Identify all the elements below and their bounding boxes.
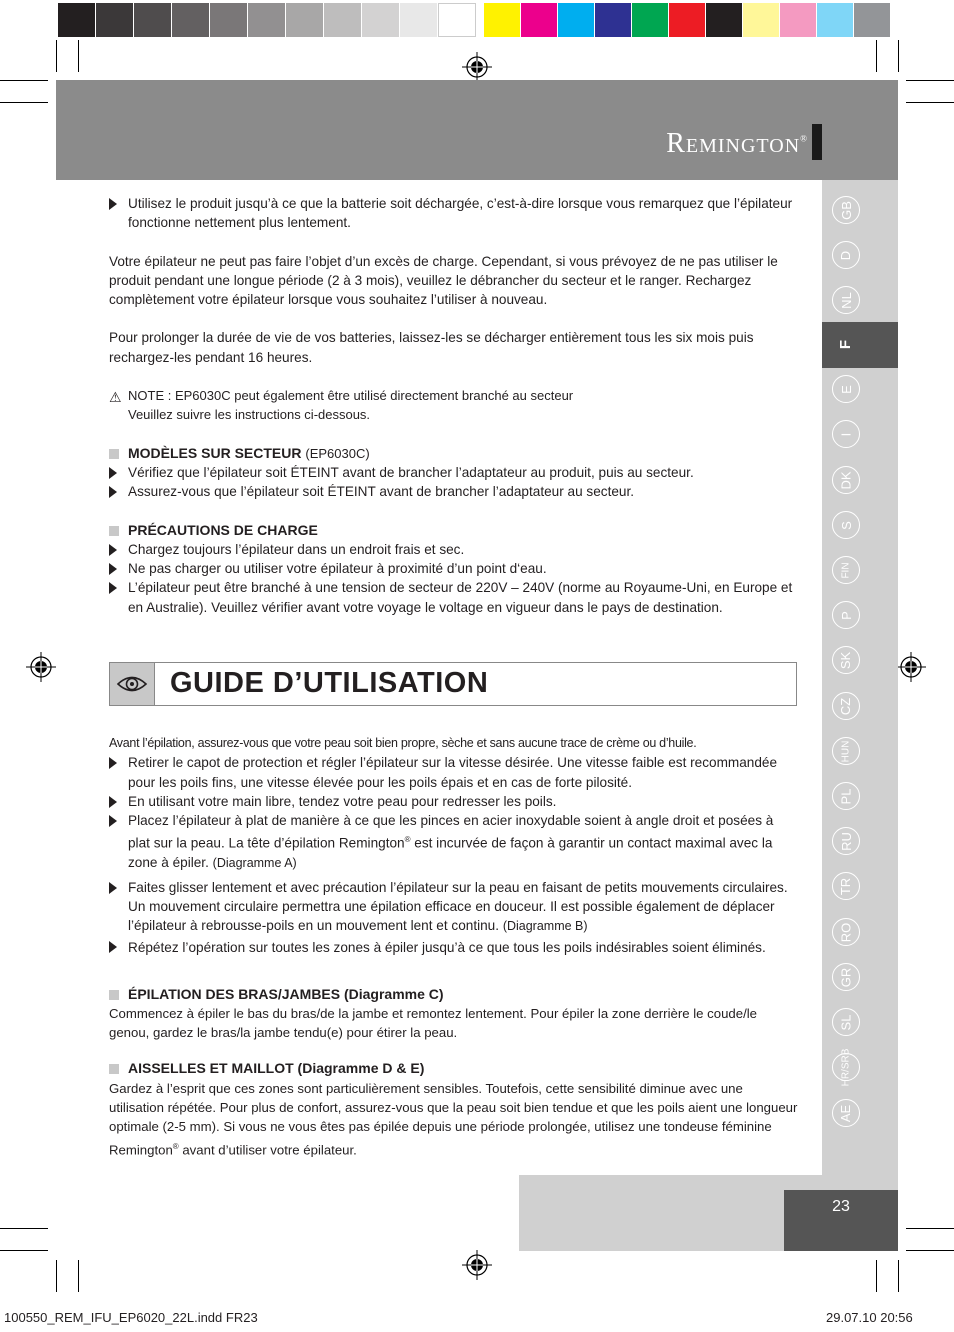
bullet-arrow-icon: [109, 563, 117, 575]
tab-ru[interactable]: RU: [832, 827, 860, 855]
crop-mark: [906, 1250, 954, 1251]
date-slug: 29.07.10 20:56: [826, 1310, 913, 1325]
crop-mark: [56, 40, 57, 72]
tab-dk[interactable]: DK: [832, 466, 860, 494]
tab-d[interactable]: D: [832, 241, 860, 269]
tab-p[interactable]: P: [832, 601, 860, 629]
crop-mark: [56, 1260, 57, 1292]
bullet-arrow-icon: [109, 815, 117, 827]
page-header: [56, 80, 898, 180]
paragraph: Commencez à épiler le bas du bras/de la jambe et remontez lentement. Pour épiler la zone derrière le coude/le genou, gardez le bras/la jambe tendu(e) pour étirer la peau.: [109, 1005, 758, 1041]
crop-mark: [898, 1260, 899, 1292]
paragraph: Gardez à l’esprit que ces zones sont particulièrement sensibles. Toutefois, cette sensibilité diminue avec une utilisation répétée. Pour plus de confort, assurez-vous que la peau soit bien tendue et que les poils aient une longueur optimale (2-5 mm). Si vous ne vous êtes pas épilée depuis une période prolongée, utilisez une tondeuse féminine Remington® avant d’utiliser votre épilateur.: [109, 1080, 798, 1157]
paragraph: Votre épilateur ne peut pas faire l’objet d’un excès de charge. Cependant, si vous prévoyez de ne pas utiliser le produit pendant une longue période (2 à 3 mois), veuillez le débrancher du secteur et le ranger. Rechargez complètement votre épilateur lorsque vous souhaitez l’utiliser à nouveau.: [109, 253, 778, 308]
tab-tr[interactable]: TR: [832, 872, 860, 900]
tab-pl[interactable]: PL: [832, 782, 860, 810]
logo-bar: [812, 124, 822, 160]
tab-gr[interactable]: GR: [832, 963, 860, 991]
tab-sl[interactable]: SL: [832, 1008, 860, 1036]
tab-hun[interactable]: HUN: [832, 737, 860, 765]
list-item: Répétez l’opération sur toutes les zones à épiler jusqu’à ce que tous les poils indésirables soient éliminés.: [109, 937, 799, 958]
paragraph: Pour prolonger la durée de vie de vos batteries, laissez-les se décharger entièrement tous les six mois puis rechargez-les pendant 16 heures.: [109, 330, 754, 365]
list-item: Retirer le capot de protection et régler l’épilateur sur la vitesse désirée. Une vitesse faible est recommandée pour les poils fins, une vitesse élevée pour les poils épais et en cas de forte pilosité.: [109, 753, 799, 792]
registration-mark-icon: [896, 652, 926, 682]
guide-title-box: [109, 662, 797, 706]
bullet-arrow-icon: [109, 486, 117, 498]
bullet-arrow-icon: [109, 544, 117, 556]
tab-ro[interactable]: RO: [832, 918, 860, 946]
tab-cz[interactable]: CZ: [832, 692, 860, 720]
bullet-arrow-icon: [109, 941, 117, 953]
square-bullet-icon: [109, 1064, 119, 1074]
bullet-arrow-icon: [109, 467, 117, 479]
crop-mark: [0, 1228, 48, 1229]
tab-s[interactable]: S: [832, 511, 860, 539]
list-item: Chargez toujours l’épilateur dans un endroit frais et sec.: [109, 540, 799, 559]
tab-f[interactable]: F: [837, 339, 855, 349]
square-bullet-icon: [109, 990, 119, 1000]
crop-mark: [0, 1250, 48, 1251]
warning-icon: ⚠: [109, 389, 122, 406]
guide-intro: Avant l’épilation, assurez-vous que votre peau soit bien propre, sèche et sans aucune trace de crème ou d’huile.: [109, 736, 697, 750]
section-heading: MODÈLES SUR SECTEUR (EP6030C): [109, 444, 799, 463]
note: ⚠ NOTE : EP6030C peut également être utilisé directement branché au secteur Veuillez suivre les instructions ci-dessous.: [109, 388, 574, 423]
eye-icon-box: [110, 663, 155, 705]
tab-i[interactable]: I: [832, 420, 860, 448]
list-item: Placez l’épilateur à plat de manière à ce que les pinces en acier inoxydable soient à angle droit et posées à plat sur la peau. La tête d’épilation Remington® est incurvée de façon à garantir un contact maximal avec la zone à épiler. (Diagramme A): [109, 811, 799, 873]
page-number: 23: [784, 1190, 898, 1251]
crop-mark: [78, 1260, 79, 1292]
crop-mark: [876, 40, 877, 72]
registration-mark-icon: [462, 1250, 492, 1280]
file-slug: 100550_REM_IFU_EP6020_22L.indd FR23: [4, 1310, 258, 1325]
bullet-arrow-icon: [109, 796, 117, 808]
bullet-arrow-icon: [109, 882, 117, 894]
crop-mark: [906, 102, 954, 103]
tab-e[interactable]: E: [832, 375, 860, 403]
list-item: Ne pas charger ou utiliser votre épilateur à proximité d’un point d‘eau.: [109, 559, 799, 578]
crop-mark: [78, 40, 79, 72]
square-bullet-icon: [109, 526, 119, 536]
section-heading: PRÉCAUTIONS DE CHARGE: [109, 521, 799, 540]
tab-fin[interactable]: FIN: [832, 556, 860, 584]
bullet-arrow-icon: [109, 582, 117, 594]
remington-logo: Remington®: [666, 128, 808, 159]
crop-mark: [906, 80, 954, 81]
tab-sk[interactable]: SK: [832, 646, 860, 674]
list-item: Utilisez le produit jusqu’à ce que la batterie soit déchargée, c’est-à-dire lorsque vous remarquez que l’épilateur fonctionne nettement plus lentement.: [109, 194, 799, 233]
grey-colour-bar: [58, 3, 476, 37]
registration-mark-icon: [26, 652, 56, 682]
process-colour-bar: [484, 3, 891, 37]
list-item: L’épilateur peut être branché à une tension de secteur de 220V – 240V (norme au Royaume-Uni, en Europe et en Australie). Veuillez vérifier avant votre voyage le voltage en vigueur dans le pays de destination.: [109, 578, 799, 617]
bullet-arrow-icon: [109, 198, 117, 210]
list-item: Faites glisser lentement et avec précaution l’épilateur sur la peau en faisant de petits mouvements circulaires. Un mouvement circulaire permettra une épilation efficace en douceur. Il est possible également de déplacer l’épilateur à rebrousse-poils en un mouvement lent et continu. (Diagramme B): [109, 878, 799, 937]
list-item: En utilisant votre main libre, tendez votre peau pour redresser les poils.: [109, 792, 799, 811]
tab-hr-srb[interactable]: HR/SRB: [832, 1053, 860, 1081]
section-heading: ÉPILATION DES BRAS/JAMBES (Diagramme C): [109, 985, 799, 1004]
square-bullet-icon: [109, 449, 119, 459]
crop-mark: [906, 1228, 954, 1229]
eye-icon: [110, 663, 154, 705]
list-item: Vérifiez que l’épilateur soit ÉTEINT avant de brancher l’adaptateur au produit, puis au secteur.: [109, 463, 799, 482]
crop-mark: [876, 1260, 877, 1292]
tab-ae[interactable]: AE: [832, 1099, 860, 1127]
list-item: Assurez-vous que l’épilateur soit ÉTEINT avant de brancher l’adaptateur au secteur.: [109, 482, 799, 501]
tab-gb[interactable]: GB: [832, 196, 860, 224]
main-content: [109, 194, 799, 617]
section-heading: AISSELLES ET MAILLOT (Diagramme D & E): [109, 1059, 799, 1078]
registration-mark-icon: [462, 52, 492, 82]
guide-content: [109, 734, 799, 1159]
tab-nl[interactable]: NL: [832, 286, 860, 314]
bullet-arrow-icon: [109, 757, 117, 769]
guide-title: GUIDE D’UTILISATION: [170, 667, 489, 699]
crop-mark: [0, 102, 48, 103]
crop-mark: [898, 40, 899, 72]
crop-mark: [0, 80, 48, 81]
